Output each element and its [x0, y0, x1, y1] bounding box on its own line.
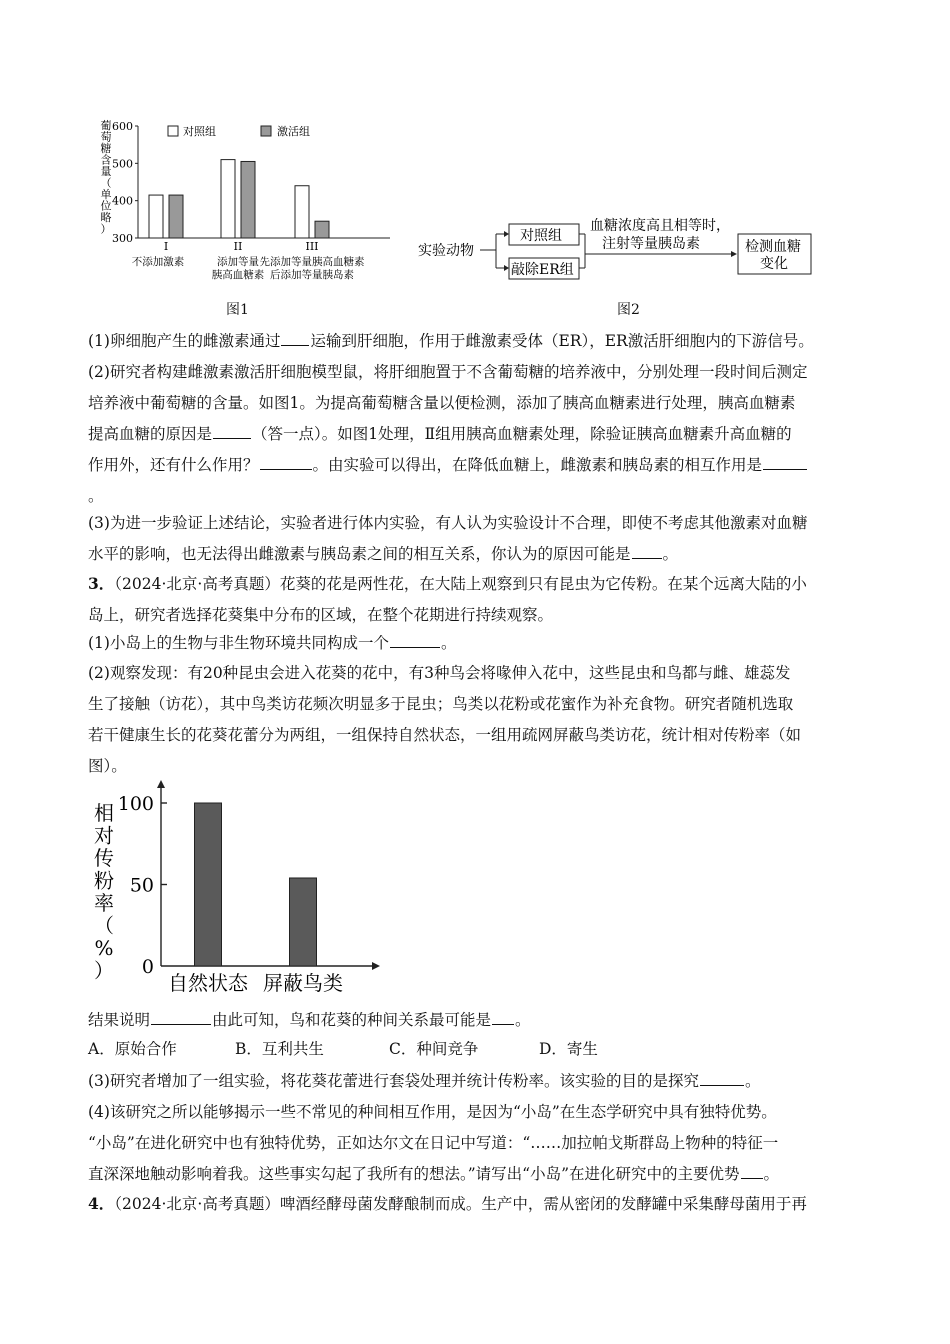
fig1-group-label: 胰高血糖素 — [211, 269, 265, 281]
fig2-detect-label-1: 检测血糖 — [745, 239, 801, 255]
fig3-category-label: 自然状态 — [168, 971, 248, 995]
fig1-y-label-char: 萄 — [100, 130, 112, 144]
fig3-y-label-char: 对 — [94, 823, 114, 848]
fig3-y-tick-label: 0 — [141, 956, 154, 978]
fig1-legend-swatch-control — [168, 126, 178, 136]
fig1-caption: 图1 — [226, 302, 249, 318]
answer-blank[interactable] — [390, 630, 440, 648]
q2-3: (3)为进一步验证上述结论，实验者进行体内实验，有人认为实验设计不合理，即使不考虑其他激素对血糖 水平的影响，也无法得出雌激素与胰岛素之间的相互关系，你认为的原因可能是 。 — [88, 514, 808, 563]
fig2-caption: 图2 — [617, 302, 640, 318]
fig2-control-label: 对照组 — [520, 228, 562, 244]
fig1-y-label-char: 含 — [100, 153, 112, 167]
answer-blank[interactable] — [281, 328, 309, 346]
q3-4: (4)该研究之所以能够揭示一些不常见的种间相互作用，是因为“小岛”在生态学研究中具有独特优势。 “小岛”在进化研究中也有独特优势，正如达尔文在日记中写道：“……加拉帕戈斯群岛上物种的特征一 直深深地触动影响着我。这些事实勾起了我所有的想法。”请写出“小岛”在进化研究中的主要优势 。 — [88, 1103, 780, 1183]
fig1-y-label-char: 量 — [100, 165, 112, 178]
fig1-y-label-char: 单 — [100, 188, 112, 201]
q2-1: (1)卵细胞产生的雌激素通过 运输到肝细胞，作用于雌激素受体（ER），ER激活肝细胞内的下游信号。 — [88, 326, 866, 357]
fig1-y-tick-label: 500 — [112, 157, 133, 171]
fig1-y-label-char: ） — [100, 222, 112, 236]
q3-2-result: 结果说明 由此可知，鸟和花葵的种间关系最可能是 。 — [88, 1005, 866, 1036]
fig1-group-label: 先添加等量胰高血糖素 — [259, 256, 365, 268]
fig3-category-label: 屏蔽鸟类 — [263, 971, 343, 995]
fig1-legend-control: 对照组 — [183, 125, 216, 138]
fig1-bar — [315, 221, 329, 238]
fig1-bar — [221, 160, 235, 238]
option-c[interactable]: C．种间竞争 — [389, 1040, 479, 1058]
fig1-bar — [295, 186, 309, 238]
fig3-y-label-char: 传 — [94, 846, 114, 870]
fig1-bar — [169, 195, 183, 238]
fig3-y-label-char: 相 — [94, 801, 114, 825]
fig2-arrow-text-1: 血糖浓度高且相等时， — [590, 218, 730, 234]
option-b[interactable]: B．互利共生 — [235, 1040, 324, 1058]
answer-blank[interactable] — [741, 1161, 763, 1179]
fig1-y-label-char: （ — [100, 176, 112, 190]
fig3-y-label-char: 率 — [94, 891, 114, 915]
fig1-legend-activated: 激活组 — [277, 125, 310, 138]
fig1-y-label-char: 略 — [100, 211, 112, 224]
figure-2-flow-diagram — [418, 214, 818, 284]
figure-3-bar-chart — [88, 780, 388, 998]
problem-4-stem: 4．（2024·北京·高考真题）啤酒经酵母菌发酵酿制而成。生产中，需从密闭的发酵罐中采集酵母菌用于再 — [88, 1194, 807, 1213]
fig1-legend-swatch-activated — [261, 126, 271, 136]
q3-1: (1)小岛上的生物与非生物环境共同构成一个 。 — [88, 628, 866, 659]
fig2-start-label: 实验动物 — [418, 243, 474, 259]
fig3-y-tick-label: 50 — [129, 874, 154, 897]
answer-blank[interactable] — [763, 452, 807, 470]
fig1-y-tick-label: 600 — [112, 120, 133, 133]
fig2-arrow-text-2: 注射等量胰岛素 — [602, 236, 700, 252]
fig1-y-tick-label: 400 — [112, 194, 133, 208]
figure-1-bar-chart — [90, 112, 400, 290]
q3-2: (2)观察发现：有20种昆虫会进入花葵的花中，有3种鸟会将喙伸入花中，这些昆虫和鸟都与雌、雄蕊发 生了接触（访花），其中鸟类访花频次明显多于昆虫；鸟类以花粉或花蜜作为补充食物。研究者随机选取 若干健康生长的花葵花蕾分为两组，一组保持自然状态，一组用疏网屏蔽鸟类访花，统计相对传粉率（如 图）。 — [88, 664, 802, 775]
answer-blank[interactable] — [260, 452, 312, 470]
answer-blank[interactable] — [492, 1007, 514, 1025]
fig1-y-label-char: 位 — [100, 199, 112, 213]
q3-3: (3)研究者增加了一组实验，将花葵花蕾进行套袋处理并统计传粉率。该实验的目的是探究 。 — [88, 1066, 866, 1097]
option-a[interactable]: A．原始合作 — [88, 1040, 177, 1058]
fig3-y-tick-label: 100 — [117, 793, 154, 815]
option-d[interactable]: D．寄生 — [539, 1040, 598, 1058]
fig1-group-numeral: III — [305, 240, 319, 253]
fig3-y-label-char: 粉 — [94, 868, 114, 893]
fig1-y-label-char: 葡 — [100, 119, 112, 132]
problem-3-stem: 3．（2024·北京·高考真题）花葵的花是两性花，在大陆上观察到只有昆虫为它传粉。在某个远离大陆的小 岛上，研究者选择花葵集中分布的区域，在整个花期进行持续观察。 — [88, 574, 807, 624]
fig1-y-axis-label — [101, 118, 112, 236]
fig2-detect-label-2: 变化 — [760, 256, 788, 272]
fig1-group-label: 添加等量 — [217, 256, 259, 268]
q2-2: (2)研究者构建雌激素激活肝细胞模型鼠，将肝细胞置于不含葡萄糖的培养液中，分别处理一段时间后测定 培养液中葡萄糖的含量。如图1。为提高葡萄糖含量以便检测，添加了胰高血糖素进行处理，胰高血糖素 提高血糖的原因是 （答一点）。如图1处理，Ⅱ组用胰高血糖素处理，除验证胰高血糖素升高血糖的 作用外，还有什么作用？ 。由实验可以得出，在降低血糖上，雌激素和胰岛素的相互作用是 。 — [88, 363, 808, 505]
fig1-bar — [149, 195, 163, 238]
answer-blank[interactable] — [700, 1068, 744, 1086]
fig2-er-label: 敲除ER组 — [511, 262, 574, 278]
fig1-y-tick-label: 300 — [112, 232, 133, 245]
answer-blank[interactable] — [151, 1007, 211, 1025]
choice-options — [88, 1036, 598, 1062]
fig3-bar — [195, 803, 222, 966]
fig1-group-label: 后添加等量胰岛素 — [270, 269, 354, 281]
fig1-y-label-char: 糖 — [100, 142, 112, 155]
fig3-y-label-char: ） — [94, 958, 114, 983]
answer-blank[interactable] — [213, 421, 251, 439]
fig3-y-label-char: % — [94, 936, 114, 960]
fig3-y-label-char: （ — [94, 913, 114, 938]
fig1-group-label: 不添加激素 — [131, 256, 185, 268]
fig1-group-numeral: I — [163, 240, 169, 253]
answer-blank[interactable] — [632, 541, 662, 559]
fig1-bar — [241, 161, 255, 238]
fig3-y-axis-label — [94, 801, 114, 983]
fig3-bar — [290, 878, 317, 966]
fig1-group-numeral: II — [233, 240, 243, 253]
